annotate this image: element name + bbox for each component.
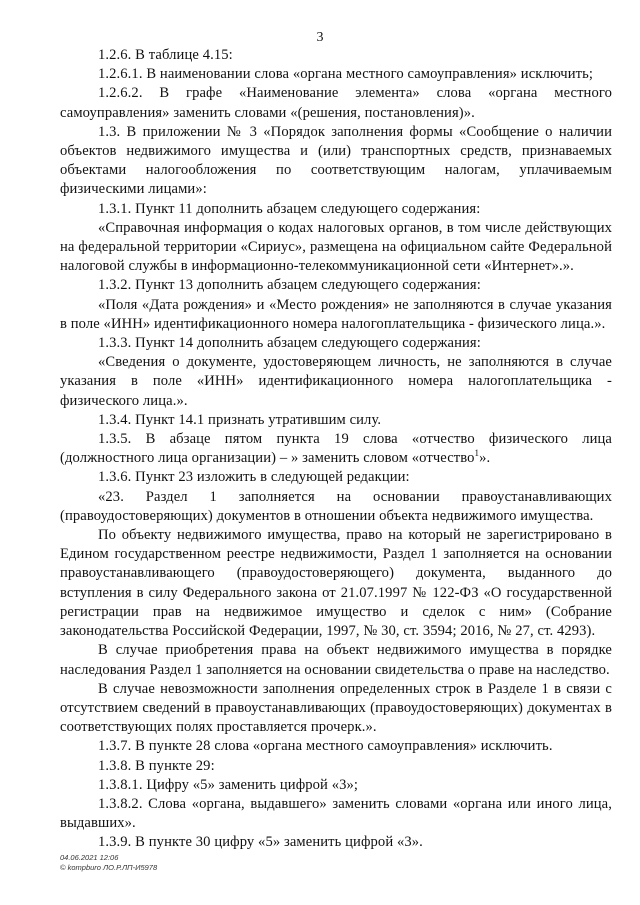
paragraph: 1.3.3. Пункт 14 дополнить абзацем следующего содержания: (98, 335, 481, 352)
paragraph: 1.3.8.2. Слова «органа, выдавшего» заменить словами «органа или иного лица, выдавших». (60, 795, 612, 832)
paragraph: «Справочная информация о кодах налоговых органов, в том числе действующих на федеральной территории «Сириус», размещена на официальном сайте Федеральной налоговой службы в информационно-телекоммуникационной сети «Интернет».». (60, 219, 612, 275)
paragraph: 1.3. В приложении № 3 «Порядок заполнения формы «Сообщение о наличии объектов недвижимого имущества и (или) транспортных средств, признаваемых объектами налогообложения по соответствующим налогам, уплачиваемым физическими лицами»: (60, 123, 612, 198)
paragraph: 1.3.1. Пункт 11 дополнить абзацем следующего содержания: (98, 200, 481, 217)
paragraph: «Поля «Дата рождения» и «Место рождения» не заполняются в случае указания в поле «ИНН» идентификационного номера налогоплательщика - физического лица.». (60, 296, 612, 332)
paragraph: 1.3.7. В пункте 28 слова «органа местного самоуправления» исключить. (98, 738, 553, 755)
footer-timestamp: 04.06.2021 12:06 (60, 853, 119, 862)
paragraph: «Сведения о документе, удостоверяющем личность, не заполняются в случае указания в поле «ИНН» идентификационного номера налогоплательщика - физического лица.». (60, 354, 612, 409)
document-body (60, 46, 612, 853)
paragraph: 1.2.6.1. В наименовании слова «органа местного самоуправления» исключить; (98, 66, 594, 83)
paragraph-with-footnote (60, 430, 612, 468)
paragraph: 1.3.2. Пункт 13 дополнить абзацем следующего содержания: (98, 277, 481, 294)
paragraph: 1.2.6.2. В графе «Наименование элемента» слова «органа местного самоуправления» заменить словами «(решения, постановления)». (60, 85, 612, 121)
paragraph: 1.3.6. Пункт 23 изложить в следующей редакции: (98, 469, 410, 486)
paragraph: В случае приобретения права на объект недвижимого имущества в порядке наследования Раздел 1 заполняется на основании свидетельства о праве на наследство. (60, 642, 612, 678)
paragraph-text: 1.3.5. В абзаце пятом пункта 19 слова «отчество физического лица (должностного лица организации) – » заменить словом «отчество (60, 431, 612, 467)
paragraph: В случае невозможности заполнения определенных строк в Разделе 1 в связи с отсутствием сведений в правоустанавливающих (правоудостоверяющих) документах в соответствующих полях проставляется прочерк.». (60, 680, 612, 736)
paragraph-tail: ». (479, 450, 491, 467)
document-footer (60, 853, 157, 873)
paragraph: По объекту недвижимого имущества, право на который не зарегистрировано в Едином государственном реестре недвижимости, Раздел 1 заполняется на основании правоустанавливающего (правоудостоверяющего) документа, выданного до вступления в силу Федерального закона от 21.07.1997 № 122-ФЗ «О государственной регистрации прав на недвижимое имущество и сделок с ним» (Собрание законодательства Российской Федерации, 1997, № 30, ст. 3594; 2016, № 27, ст. 4293). (60, 527, 612, 640)
paragraph: 1.2.6. В таблице 4.15: (98, 47, 233, 63)
paragraph: 1.3.9. В пункте 30 цифру «5» заменить цифрой «3». (98, 834, 423, 851)
paragraph: 1.3.8. В пункте 29: (98, 757, 215, 774)
paragraph: 1.3.4. Пункт 14.1 признать утратившим силу. (98, 411, 382, 428)
paragraph: «23. Раздел 1 заполняется на основании правоустанавливающих (правоудостоверяющих) документов в отношении объекта недвижимого имущества. (60, 488, 612, 524)
footer-code: © kompburo ЛО.Р.ЛП-И5978 (60, 863, 158, 872)
paragraph: 1.3.8.1. Цифру «5» заменить цифрой «3»; (98, 776, 359, 793)
footnote-mark: 1 (474, 448, 480, 459)
page-number: 3 (316, 30, 324, 45)
